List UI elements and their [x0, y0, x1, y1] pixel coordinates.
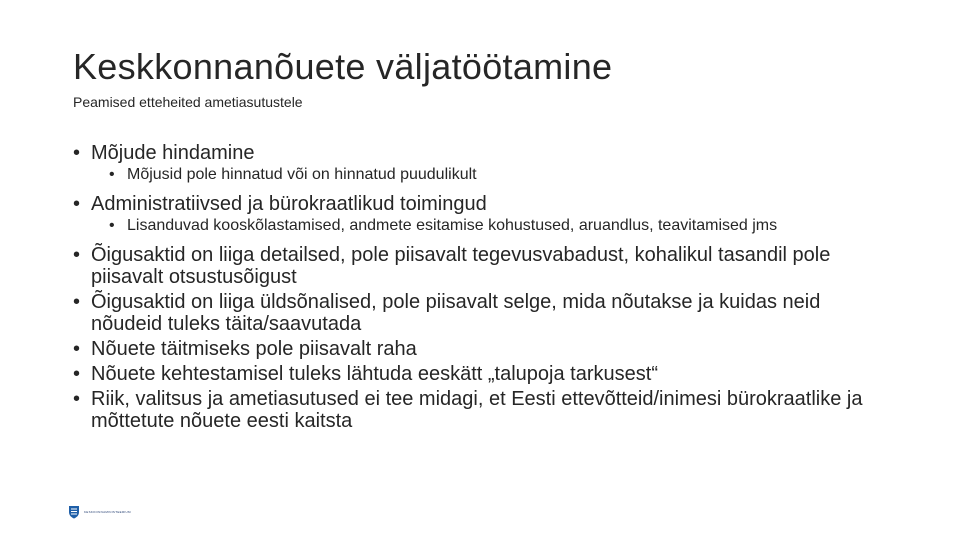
bullet-item: • Administratiivsed ja bürokraatlikud toimingud	[73, 193, 863, 215]
bullet-item: • Nõuete täitmiseks pole piisavalt raha	[73, 338, 863, 360]
bullet-item: • Õigusaktid on liiga detailsed, pole piisavalt tegevusvabadust, kohalikul tasandil pole piisavalt otsustusõigust	[73, 244, 863, 288]
sub-bullet-item: • Mõjusid pole hinnatud või on hinnatud puudulikult	[73, 166, 863, 183]
bullet-item: • Mõjude hindamine	[73, 142, 863, 164]
slide-title: Keskkonnanõuete väljatöötamine	[73, 46, 613, 87]
bullet-list	[73, 142, 863, 432]
estonian-coat-of-arms-icon	[68, 505, 80, 519]
ministry-logo	[68, 505, 131, 519]
logo-text: KESKKONNAMINISTEERIUM	[84, 510, 131, 514]
sub-bullet-item: • Lisanduvad kooskõlastamised, andmete esitamise kohustused, aruandlus, teavitamised jms	[73, 217, 863, 234]
slide-subtitle: Peamised etteheited ametiasutustele	[73, 94, 303, 110]
bullet-item: • Nõuete kehtestamisel tuleks lähtuda eeskätt „talupoja tarkusest“	[73, 363, 863, 385]
bullet-item: • Õigusaktid on liiga üldsõnalised, pole piisavalt selge, mida nõutakse ja kuidas neid nõudeid tuleks täita/saavutada	[73, 291, 863, 335]
bullet-item: • Riik, valitsus ja ametiasutused ei tee midagi, et Eesti ettevõtteid/inimesi bürokraatlike ja mõttetute nõuete eesti kaitsta	[73, 388, 863, 432]
